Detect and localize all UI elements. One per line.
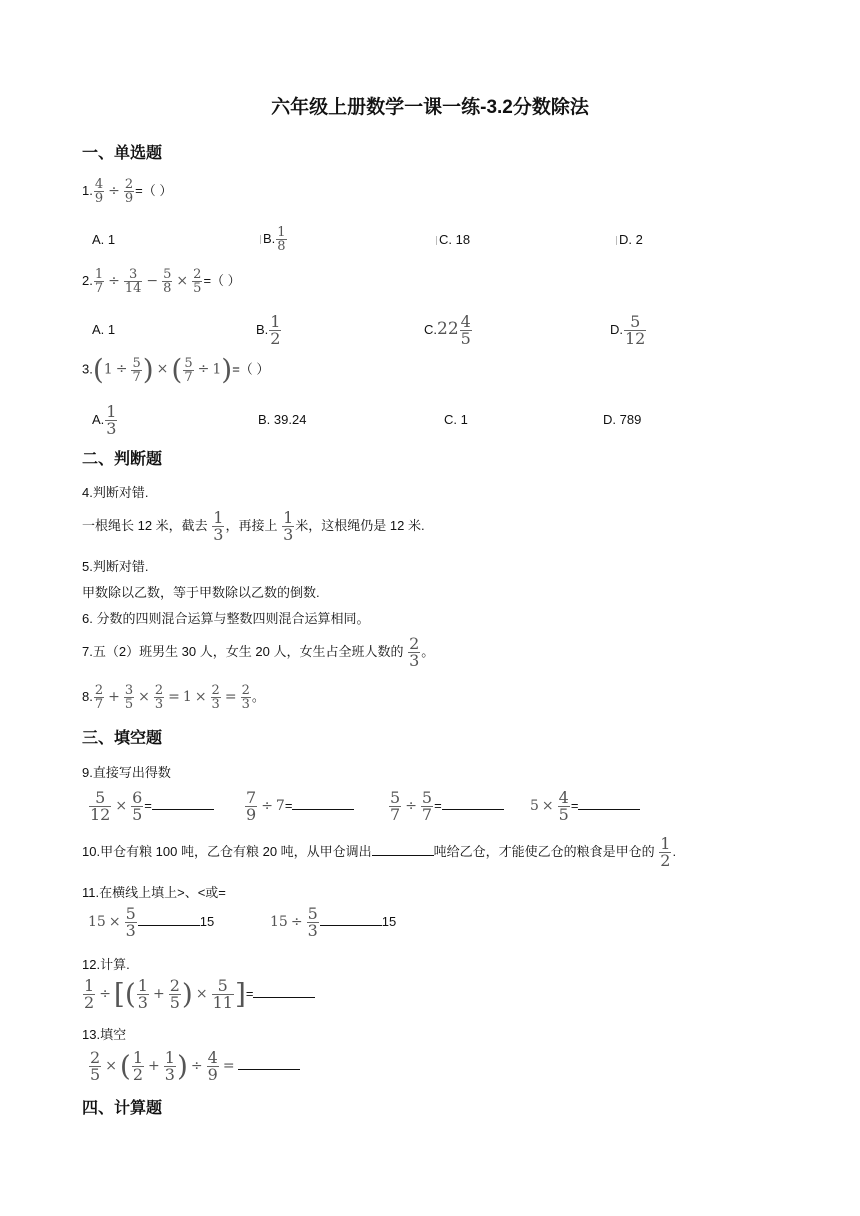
option-b[interactable]: B. 39.24 xyxy=(258,412,307,427)
fraction: $\frac{2}{3}$ xyxy=(241,683,250,712)
fraction: $\frac{5}{11}$ xyxy=(212,976,233,1012)
fraction: $\frac{4}{9}$ xyxy=(207,1048,218,1084)
fraction: $\frac{1}{7}$ xyxy=(94,267,104,296)
fraction: $\frac{1}{2}$ xyxy=(132,1048,144,1084)
q12-expression: $\frac{1}{2}$ ÷ [( $\frac{1}{3}$ + $\frac{2}{5}$ ) × $\frac{5}{11}$ ]= xyxy=(82,978,315,1011)
fraction: $\frac{1}{3}$ xyxy=(137,976,148,1012)
fraction: $\frac{2}{5}$ xyxy=(193,267,202,296)
fraction: $\frac{1}{3}$ xyxy=(164,1048,175,1084)
fraction: $\frac{5}{3}$ xyxy=(307,904,318,940)
fraction: $\frac{6}{5}$ xyxy=(132,788,143,824)
fraction: $\frac{5}{3}$ xyxy=(125,904,136,940)
fraction: $\frac{5}{7}$ xyxy=(184,355,193,385)
answer-blank[interactable] xyxy=(578,797,640,810)
fraction: $\frac{1}{8}$ xyxy=(277,225,286,254)
q11-expression-1: 15 × $\frac{5}{3}$ 15 xyxy=(88,904,215,940)
fraction: $\frac{1}{3}$ xyxy=(106,402,117,438)
option-a[interactable]: A. 1 xyxy=(92,322,116,337)
question-5-heading: 5.判断对错. xyxy=(82,559,149,574)
question-11-heading: 11.在横线上填上>、<或= xyxy=(82,885,226,900)
option-b[interactable]: B. $\frac{1}{8}$ xyxy=(260,226,288,253)
option-c[interactable]: C. 18 xyxy=(436,232,470,247)
fraction: $\frac{2}{9}$ xyxy=(124,177,134,206)
q11-expression-2: 15 ÷ $\frac{5}{3}$ 15 xyxy=(270,904,397,940)
question-13-heading: 13.填空 xyxy=(82,1027,127,1042)
option-d[interactable]: D. 789 xyxy=(603,412,642,427)
fraction: $\frac{4}{5}$ xyxy=(558,788,569,824)
question-number: 3. xyxy=(82,361,93,377)
page-title: 六年级上册数学一课一练-3.2分数除法 xyxy=(271,97,589,118)
option-d[interactable]: D. 2 xyxy=(616,232,643,247)
fraction: $\frac{5}{12}$ xyxy=(625,312,646,348)
answer-blank[interactable] xyxy=(442,797,504,810)
question-7: 7.五（2）班男生 30 人，女生 20 人，女生占全班人数的 $\frac{2}{3}$ 。 xyxy=(82,634,435,670)
option-d[interactable]: D. $\frac{5}{12}$ xyxy=(610,312,646,348)
option-a[interactable]: A. 1 xyxy=(92,232,116,247)
answer-blank[interactable] xyxy=(320,913,382,926)
answer-parentheses: =（ ） xyxy=(203,272,241,288)
q9-expression-1: $\frac{5}{12}$ × $\frac{6}{5}$ = xyxy=(88,790,214,823)
option-c[interactable]: C. 1 xyxy=(444,412,468,427)
fraction: $\frac{4}{5}$ xyxy=(460,312,471,348)
fraction: $\frac{1}{2}$ xyxy=(660,834,671,870)
fraction: $\frac{2}{5}$ xyxy=(169,976,180,1012)
q9-expression-2: $\frac{7}{9}$ ÷ 7= xyxy=(244,790,354,823)
question-1: 1. $\frac{4}{9}$ ÷ $\frac{2}{9}$ =（ ） xyxy=(82,177,173,206)
question-4-body: 一根绳长 12 米，截去 $\frac{1}{3}$ ，再接上 $\frac{1}{3}$ 米，这根绳仍是 12 米. xyxy=(82,508,425,544)
answer-blank[interactable] xyxy=(292,797,354,810)
fraction: $\frac{2}{3}$ xyxy=(211,683,220,712)
q9-expression-3: $\frac{5}{7}$ ÷ $\frac{5}{7}$ = xyxy=(388,790,504,823)
question-number: 8. xyxy=(82,688,93,704)
fraction: $\frac{3}{5}$ xyxy=(124,683,134,712)
option-a[interactable]: A. $\frac{1}{3}$ xyxy=(92,402,117,438)
question-4-heading: 4.判断对错. xyxy=(82,485,149,500)
fraction: $\frac{1}{3}$ xyxy=(213,508,224,544)
option-marker xyxy=(616,236,617,245)
question-5-body: 甲数除以乙数，等于甲数除以乙数的倒数. xyxy=(82,585,320,600)
answer-blank[interactable] xyxy=(152,797,214,810)
option-marker xyxy=(260,235,261,244)
question-6: 6. 分数的四则混合运算与整数四则混合运算相同。 xyxy=(82,611,370,626)
fraction: $\frac{5}{12}$ xyxy=(90,788,111,824)
answer-parentheses: =（ ） xyxy=(135,182,173,198)
question-12-heading: 12.计算. xyxy=(82,957,130,972)
question-2: 2. $\frac{1}{7}$ ÷ $\frac{3}{14}$ − $\frac{5}{8}$ × $\frac{2}{5}$ =（ ） xyxy=(82,267,241,296)
option-b[interactable]: B. $\frac{1}{2}$ xyxy=(256,312,281,348)
section-heading-single-choice: 一、单选题 xyxy=(82,145,163,162)
fraction: $\frac{3}{14}$ xyxy=(124,267,142,296)
option-marker xyxy=(436,236,437,245)
answer-blank[interactable] xyxy=(238,1057,300,1070)
q9-expression-4: 5 × $\frac{4}{5}$ = xyxy=(530,790,640,823)
fraction: $\frac{5}{7}$ xyxy=(390,788,401,824)
fraction: $\frac{4}{9}$ xyxy=(94,177,104,206)
fraction: $\frac{2}{7}$ xyxy=(94,683,104,712)
question-10: 10.甲仓有粮 100 吨，乙仓有粮 20 吨，从甲仓调出 吨给乙仓，才能使乙仓的粮食是甲仓的 $\frac{1}{2}$ . xyxy=(82,834,677,870)
fraction: $\frac{5}{8}$ xyxy=(163,267,172,296)
fraction: $\frac{1}{2}$ xyxy=(84,976,95,1012)
answer-blank[interactable] xyxy=(253,985,315,998)
question-number: 1. xyxy=(82,182,93,198)
section-heading-true-false: 二、判断题 xyxy=(82,451,163,468)
option-c[interactable]: C.22 $\frac{4}{5}$ xyxy=(424,312,471,348)
question-8: 8. $\frac{2}{7}$ + $\frac{3}{5}$ × $\frac{2}{3}$ = 1 × $\frac{2}{3}$ = $\frac{2}{3}$ 。 xyxy=(82,683,265,712)
q13-expression: $\frac{2}{5}$ × ( $\frac{1}{2}$ + $\frac{1}{3}$ ) ÷ $\frac{4}{9}$ = xyxy=(88,1050,300,1083)
section-heading-calculation: 四、计算题 xyxy=(82,1100,163,1117)
fraction: $\frac{1}{2}$ xyxy=(270,312,281,348)
section-heading-fill-blank: 三、填空题 xyxy=(82,730,163,747)
fraction: $\frac{5}{7}$ xyxy=(132,355,141,385)
answer-parentheses: =（ ） xyxy=(232,361,270,377)
fraction: $\frac{1}{3}$ xyxy=(283,508,294,544)
question-3: 3.(1 ÷ $\frac{5}{7}$ ) × ( $\frac{5}{7}$ ÷ 1)=（ ） xyxy=(82,353,270,386)
fraction: $\frac{7}{9}$ xyxy=(246,788,257,824)
answer-blank[interactable] xyxy=(372,843,434,856)
question-9-heading: 9.直接写出得数 xyxy=(82,765,171,780)
question-number: 2. xyxy=(82,272,93,288)
fraction: $\frac{2}{3}$ xyxy=(409,634,420,670)
fraction: $\frac{2}{5}$ xyxy=(90,1048,101,1084)
answer-blank[interactable] xyxy=(138,913,200,926)
fraction: $\frac{5}{7}$ xyxy=(421,788,433,824)
fraction: $\frac{2}{3}$ xyxy=(154,683,164,712)
